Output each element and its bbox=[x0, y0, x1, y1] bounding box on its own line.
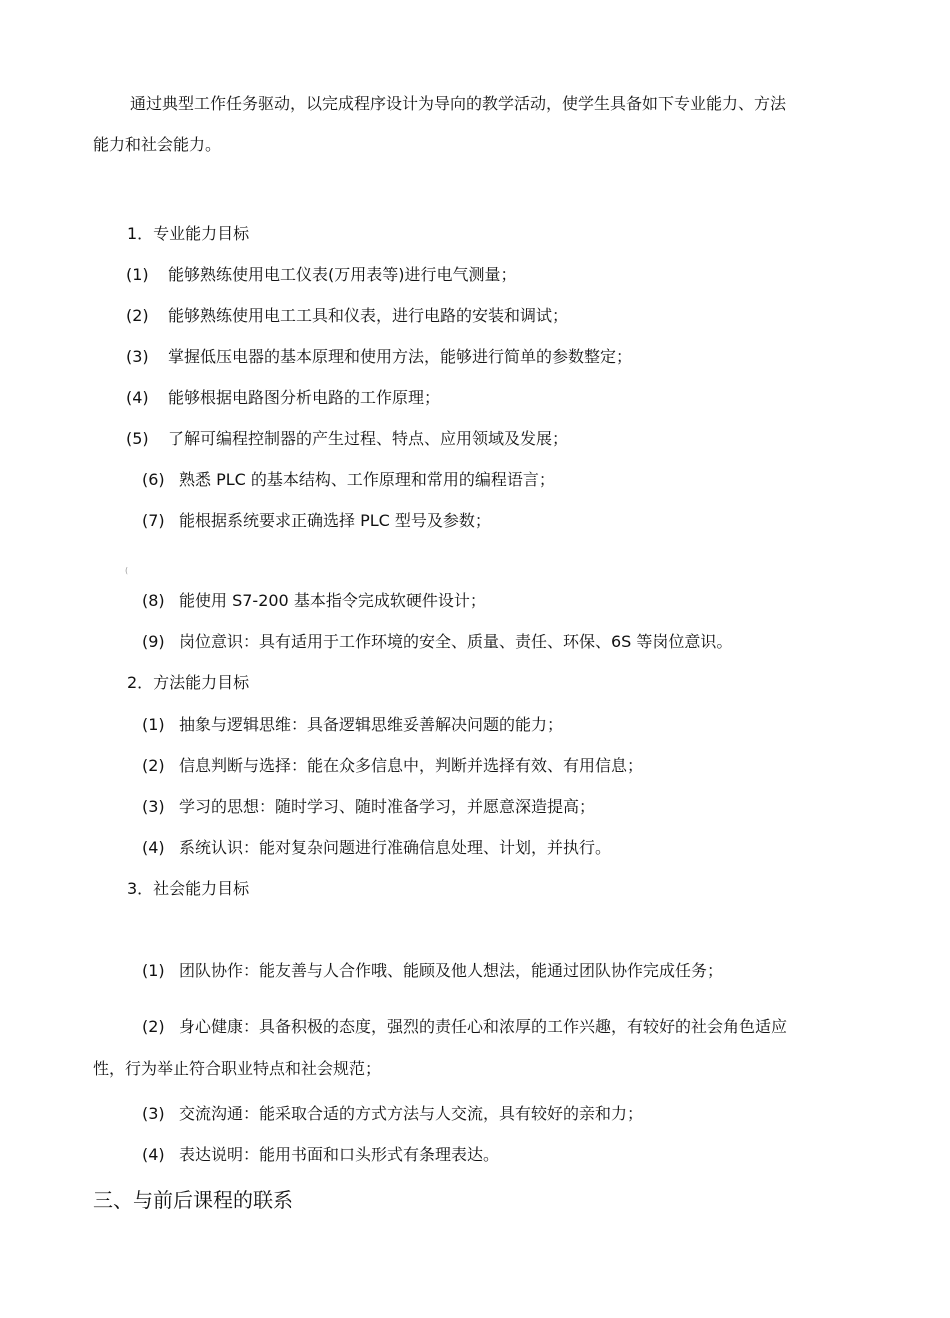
item-number: (6) bbox=[142, 470, 165, 489]
social-title: 3．社会能力目标 bbox=[127, 879, 250, 898]
item-number: (1) bbox=[126, 265, 149, 284]
list-item bbox=[142, 715, 563, 735]
item-number: (4) bbox=[126, 388, 149, 407]
item-number: (5) bbox=[126, 429, 149, 448]
stray-mark: ( bbox=[125, 566, 129, 575]
item-text: 掌握低压电器的基本原理和使用方法，能够进行简单的参数整定； bbox=[168, 347, 633, 366]
list-item bbox=[142, 511, 491, 531]
item-text: 交流沟通：能采取合适的方式方法与人交流，具有较好的亲和力； bbox=[179, 1104, 644, 1123]
list-item bbox=[142, 591, 486, 611]
item-text: 熟悉 PLC 的基本结构、工作原理和常用的编程语言； bbox=[179, 470, 555, 489]
list-item bbox=[142, 632, 732, 652]
list-item bbox=[142, 838, 611, 858]
item-number: (9) bbox=[142, 632, 165, 651]
item-number: (2) bbox=[126, 306, 149, 325]
list-item bbox=[142, 1017, 787, 1037]
item-number: (3) bbox=[126, 347, 149, 366]
method-title: 2．方法能力目标 bbox=[127, 673, 250, 692]
item-text: 学习的思想：随时学习、随时准备学习，并愿意深造提高； bbox=[179, 797, 596, 816]
item-number: (2) bbox=[142, 1017, 165, 1036]
list-item bbox=[126, 265, 517, 285]
item-text: 表达说明：能用书面和口头形式有条理表达。 bbox=[179, 1145, 500, 1164]
list-item bbox=[126, 347, 632, 367]
list-item bbox=[142, 1145, 499, 1165]
item-number: (8) bbox=[142, 591, 165, 610]
intro-line-1: 通过典型工作任务驱动，以完成程序设计为导向的教学活动，使学生具备如下专业能力、方法 bbox=[130, 94, 787, 113]
item-number: (3) bbox=[142, 797, 165, 816]
item-text: 系统认识：能对复杂问题进行准确信息处理、计划，并执行。 bbox=[179, 838, 612, 857]
item-text: 能够根据电路图分析电路的工作原理； bbox=[168, 388, 441, 407]
item-text: 能根据系统要求正确选择 PLC 型号及参数； bbox=[179, 511, 491, 530]
item-text: 能够熟练使用电工工具和仪表，进行电路的安装和调试； bbox=[168, 306, 569, 325]
item-number: (1) bbox=[142, 961, 165, 980]
professional-title: 1．专业能力目标 bbox=[127, 224, 250, 243]
item-text: 团队协作：能友善与人合作哦、能顾及他人想法，能通过团队协作完成任务； bbox=[179, 961, 724, 980]
list-item bbox=[142, 797, 595, 817]
list-item bbox=[142, 470, 555, 490]
item-text: 抽象与逻辑思维：具备逻辑思维妥善解决问题的能力； bbox=[179, 715, 564, 734]
item-text: 能够熟练使用电工仪表(万用表等)进行电气测量； bbox=[168, 265, 517, 284]
list-item bbox=[142, 961, 723, 981]
list-item bbox=[126, 429, 568, 449]
list-item bbox=[142, 1104, 643, 1124]
item-number: (4) bbox=[142, 838, 165, 857]
item-number: (7) bbox=[142, 511, 165, 530]
item-number: (3) bbox=[142, 1104, 165, 1123]
item-number: (2) bbox=[142, 756, 165, 775]
item-text: 能使用 S7-200 基本指令完成软硬件设计； bbox=[179, 591, 486, 610]
item-number: (1) bbox=[142, 715, 165, 734]
section-heading: 三、与前后课程的联系 bbox=[93, 1188, 293, 1212]
item-text: 信息判断与选择：能在众多信息中，判断并选择有效、有用信息； bbox=[179, 756, 644, 775]
item-number: (4) bbox=[142, 1145, 165, 1164]
list-item bbox=[126, 388, 440, 408]
list-item-continuation: 性，行为举止符合职业特点和社会规范； bbox=[93, 1059, 382, 1078]
list-item bbox=[126, 306, 568, 326]
item-text: 了解可编程控制器的产生过程、特点、应用领域及发展； bbox=[168, 429, 569, 448]
list-item bbox=[142, 756, 643, 776]
item-text: 岗位意识：具有适用于工作环境的安全、质量、责任、环保、6S 等岗位意识。 bbox=[179, 632, 733, 651]
item-text: 身心健康：具备积极的态度，强烈的责任心和浓厚的工作兴趣，有较好的社会角色适应 bbox=[179, 1017, 788, 1036]
intro-line-2: 能力和社会能力。 bbox=[93, 135, 222, 154]
